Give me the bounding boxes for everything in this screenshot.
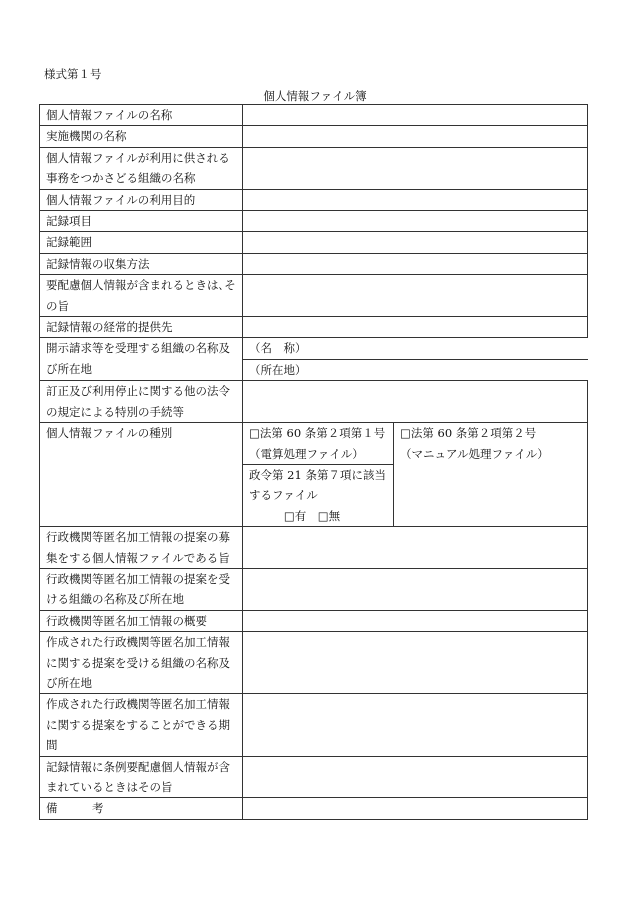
document-title: 個人情報ファイル簿: [263, 89, 367, 103]
value-agency-name[interactable]: [243, 126, 588, 147]
value-disclosure-org[interactable]: [243, 338, 588, 381]
label-created-anon-period: 作成された行政機関等匿名加工情報 に関する提案をすることができる期 間: [40, 694, 243, 756]
row-remarks: [40, 798, 588, 819]
label-anon-recv-org: 行政機関等匿名加工情報の提案を受 ける組織の名称及び所在地: [40, 568, 243, 610]
value-special-procedures[interactable]: [243, 381, 588, 423]
value-record-items[interactable]: [243, 211, 588, 232]
row-record-items: [40, 211, 588, 232]
label-special-procedures: 訂正及び利用停止に関する他の法令 の規定による特別の手続等: [40, 381, 243, 423]
label-collection-method: 記録情報の収集方法: [40, 253, 243, 274]
row-anon-solicit: [40, 527, 588, 569]
row-ordinance-sensitive: [40, 756, 588, 798]
disclosure-org-name-field[interactable]: （名 称）: [243, 338, 588, 359]
label-created-anon-org: 作成された行政機関等匿名加工情報 に関する提案を受ける組織の名称及 び所在地: [40, 632, 243, 694]
label-disclosure-org: 開示請求等を受理する組織の名称及 び所在地: [40, 338, 243, 381]
row-created-anon-org: [40, 632, 588, 694]
value-anon-overview[interactable]: [243, 610, 588, 631]
value-remarks[interactable]: [243, 798, 588, 819]
file-type-electronic-option[interactable]: □法第 60 条第２項第１号 （電算処理ファイル）: [243, 423, 393, 465]
value-ordinance-sensitive[interactable]: [243, 756, 588, 798]
row-agency-name: [40, 126, 588, 147]
value-file-name[interactable]: [243, 105, 588, 126]
file-type-manual-option[interactable]: □法第 60 条第２項第２号 （マニュアル処理ファイル）: [394, 423, 588, 527]
row-created-anon-period: [40, 694, 588, 756]
row-regular-provision: [40, 317, 588, 338]
row-special-procedures: [40, 381, 588, 423]
row-anon-overview: [40, 610, 588, 631]
form-number: 様式第１号: [44, 67, 102, 81]
value-regular-provision[interactable]: [243, 317, 588, 338]
row-record-scope: [40, 232, 588, 253]
label-remarks: 備 考: [40, 798, 243, 819]
disclosure-org-address-field[interactable]: （所在地）: [249, 362, 307, 377]
value-created-anon-org[interactable]: [243, 632, 588, 694]
label-office-org: 個人情報ファイルが利用に供される 事務をつかさどる組織の名称: [40, 147, 243, 189]
label-agency-name: 実施機関の名称: [40, 126, 243, 147]
label-anon-solicit: 行政機関等匿名加工情報の提案の募 集をする個人情報ファイルである旨: [40, 527, 243, 569]
value-sensitive-info[interactable]: [243, 275, 588, 317]
label-anon-overview: 行政機関等匿名加工情報の概要: [40, 610, 243, 631]
row-office-org: [40, 147, 588, 189]
personal-info-file-register-table: [39, 104, 588, 820]
label-regular-provision: 記録情報の経常的提供先: [40, 317, 243, 338]
row-disclosure-org: [40, 338, 588, 381]
label-purpose: 個人情報ファイルの利用目的: [40, 189, 243, 210]
row-file-name: [40, 105, 588, 126]
label-record-items: 記録項目: [40, 211, 243, 232]
value-purpose[interactable]: [243, 189, 588, 210]
value-record-scope[interactable]: [243, 232, 588, 253]
value-office-org[interactable]: [243, 147, 588, 189]
ordinance-yes-no-checkboxes[interactable]: □有 □無: [283, 508, 341, 523]
row-file-type: [40, 423, 588, 527]
value-collection-method[interactable]: [243, 253, 588, 274]
ordinance-applicability: 政令第 21 条第７項に該当 するファイル □有 □無: [243, 465, 393, 526]
label-ordinance-sensitive: 記録情報に条例要配慮個人情報が含 まれているときはその旨: [40, 756, 243, 798]
value-anon-recv-org[interactable]: [243, 568, 588, 610]
row-anon-recv-org: [40, 568, 588, 610]
value-created-anon-period[interactable]: [243, 694, 588, 756]
row-purpose: [40, 189, 588, 210]
row-sensitive-info: [40, 275, 588, 317]
label-record-scope: 記録範囲: [40, 232, 243, 253]
label-file-type: 個人情報ファイルの種別: [40, 423, 243, 527]
value-anon-solicit[interactable]: [243, 527, 588, 569]
row-collection-method: [40, 253, 588, 274]
label-file-name: 個人情報ファイルの名称: [40, 105, 243, 126]
label-sensitive-info: 要配慮個人情報が含まれるときは､そ の旨: [40, 275, 243, 317]
file-type-electronic-cell: [243, 423, 394, 527]
